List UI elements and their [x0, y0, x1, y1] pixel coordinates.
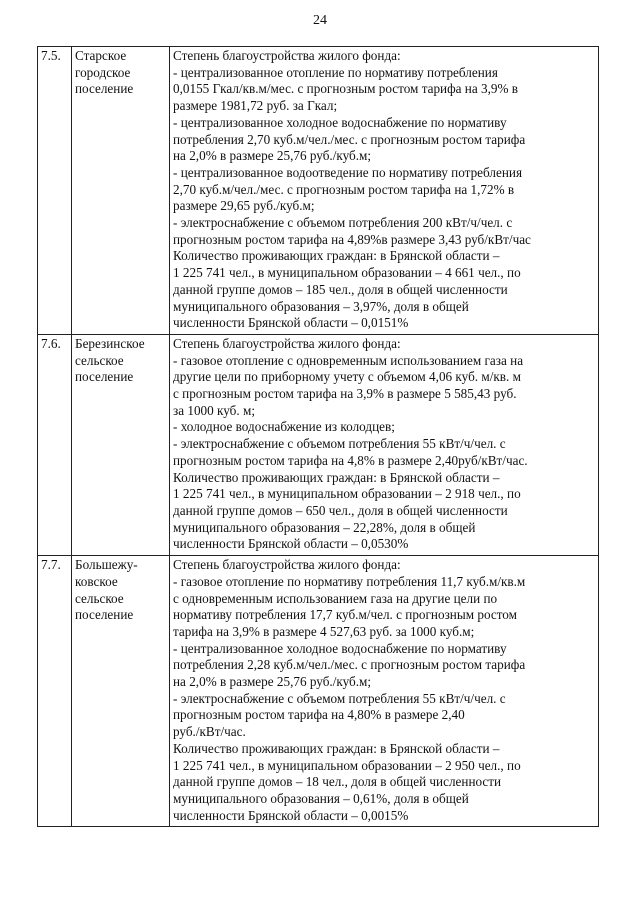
housing-description [170, 47, 599, 335]
settlements-table [37, 46, 599, 827]
description-line: - газовое отопление по нормативу потребления 11,7 куб.м/кв.м [173, 573, 526, 589]
description-line: на 2,0% в размере 25,76 руб./куб.м; [173, 674, 372, 690]
description-line: муниципального образования – 22,28%, доля в общей [173, 519, 476, 535]
settlement-name-line: сельское [75, 590, 124, 606]
description-line: 0,0155 Гкал/кв.м/мес. с прогнозным ростом тарифа на 3,9% в [173, 81, 519, 97]
description-line: Количество проживающих граждан: в Брянской области – [173, 740, 500, 756]
description-line: Количество проживающих граждан: в Брянской области – [173, 469, 500, 485]
description-line: - газовое отопление с одновременным использованием газа на [173, 352, 524, 368]
description-line: 1 225 741 чел., в муниципальном образовании – 2 950 чел., по [173, 757, 521, 773]
description-line: Степень благоустройства жилого фонда: [173, 48, 401, 63]
description-line: - централизованное холодное водоснабжение по нормативу [173, 114, 507, 130]
description-line: Степень благоустройства жилого фонда: [173, 335, 401, 351]
settlement-name-line: ковское [75, 573, 118, 589]
settlement-name-line: Березинское [75, 335, 145, 351]
description-line: тарифа на 3,9% в размере 4 527,63 руб. за 1000 куб.м; [173, 623, 475, 639]
description-line: потребления 2,28 куб.м/чел./мес. с прогнозным ростом тарифа [173, 657, 526, 673]
description-line: численности Брянской области – 0,0530% [173, 536, 409, 552]
housing-description [170, 556, 599, 827]
description-line: на 2,0% в размере 25,76 руб./куб.м; [173, 148, 372, 164]
row-number: 7.6. [38, 334, 72, 555]
page-number: 24 [313, 13, 327, 28]
description-line: данной группе домов – 18 чел., доля в общей численности [173, 774, 502, 790]
settlement-name-line: Старское [75, 48, 127, 63]
description-line: размере 29,65 руб./куб.м; [173, 198, 315, 214]
description-line: Количество проживающих граждан: в Брянской области – [173, 248, 500, 264]
table-row [38, 47, 599, 335]
description-line: - электроснабжение с объемом потребления 55 кВт/ч/чел. с [173, 690, 506, 706]
settlement-name-line: поселение [75, 369, 134, 385]
settlement-name-line: поселение [75, 81, 134, 97]
settlement-name-line: сельское [75, 352, 124, 368]
description-line: муниципального образования – 3,97%, доля в общей [173, 298, 469, 314]
description-line: нормативу потребления 17,7 куб.м/чел. с прогнозным ростом [173, 607, 518, 623]
description-line: - холодное водоснабжение из колодцев; [173, 419, 395, 435]
row-number: 7.5. [38, 47, 72, 335]
description-line: численности Брянской области – 0,0151% [173, 315, 409, 331]
description-line: муниципального образования – 0,61%, доля в общей [173, 790, 469, 806]
description-line: руб./кВт/час. [173, 724, 246, 740]
description-line: Степень благоустройства жилого фонда: [173, 557, 401, 573]
description-line: - централизованное холодное водоснабжение по нормативу [173, 640, 507, 656]
description-line: - централизованное водоотведение по нормативу потребления [173, 164, 523, 180]
table-body [38, 47, 599, 827]
description-line: прогнозным ростом тарифа на 4,89%в размере 3,43 руб/кВт/час [173, 231, 531, 247]
description-line: 2,70 куб.м/чел./мес. с прогнозным ростом тарифа на 1,72% в [173, 181, 515, 197]
table-row [38, 556, 599, 827]
table-row [38, 334, 599, 555]
description-line: численности Брянской области – 0,0015% [173, 807, 409, 823]
housing-description [170, 334, 599, 555]
description-line: прогнозным ростом тарифа на 4,8% в размере 2,40руб/кВт/час. [173, 452, 528, 468]
description-line: - электроснабжение с объемом потребления 200 кВт/ч/чел. с [173, 215, 513, 231]
settlement-name-line: Большежу- [75, 557, 138, 573]
description-line: другие цели по приборному учету с объемом 4,06 куб. м/кв. м [173, 369, 521, 385]
description-line: данной группе домов – 650 чел., доля в общей численности [173, 502, 508, 518]
settlement-name [72, 47, 170, 335]
description-line: размере 1981,72 руб. за Гкал; [173, 98, 338, 114]
description-line: данной группе домов – 185 чел., доля в общей численности [173, 281, 508, 297]
description-line: потребления 2,70 куб.м/чел./мес. с прогнозным ростом тарифа [173, 131, 526, 147]
description-line: за 1000 куб. м; [173, 402, 255, 418]
settlement-name [72, 334, 170, 555]
settlement-name-line: поселение [75, 607, 134, 623]
description-line: 1 225 741 чел., в муниципальном образовании – 4 661 чел., по [173, 265, 521, 281]
description-line: прогнозным ростом тарифа на 4,80% в размере 2,40 [173, 707, 465, 723]
description-line: с одновременным использованием газа на другие цели по [173, 590, 498, 606]
description-line: 1 225 741 чел., в муниципальном образовании – 2 918 чел., по [173, 486, 521, 502]
description-line: - электроснабжение с объемом потребления 55 кВт/ч/чел. с [173, 436, 506, 452]
description-line: с прогнозным ростом тарифа на 3,9% в размере 5 585,43 руб. [173, 386, 517, 402]
row-number: 7.7. [38, 556, 72, 827]
settlement-name-line: городское [75, 64, 131, 80]
description-line: - централизованное отопление по нормативу потребления [173, 64, 498, 80]
settlement-name [72, 556, 170, 827]
